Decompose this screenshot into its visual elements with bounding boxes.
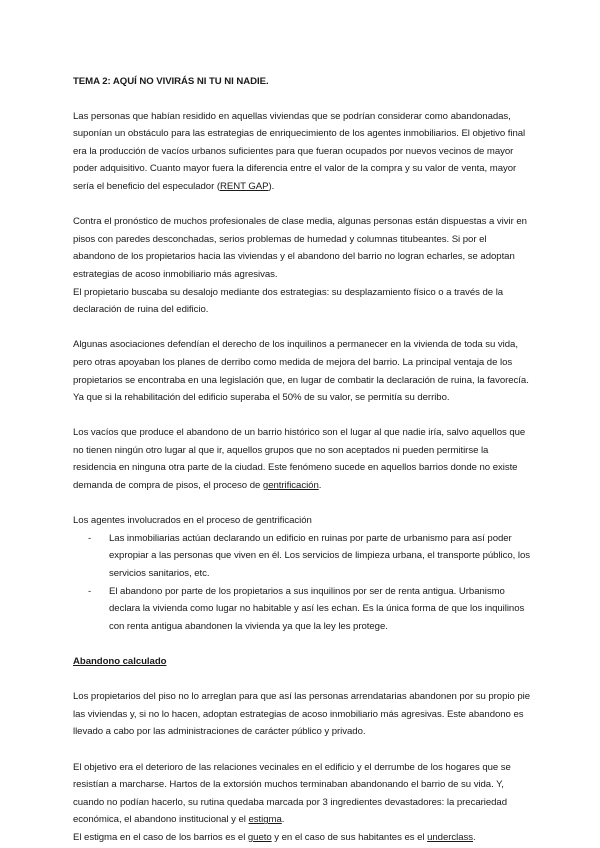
paragraph-text: El objetivo era el deterioro de las relaciones vecinales en el edificio y el derrumbe de los hogares que se resistían a marcharse. Hartos de la extorsión muchos terminaban abandonando el barrio de su vida. Y, cuando no podían hacerlo, su rutina quedaba marcada por 3 ingredientes devastadores: la precariedad económica, el abandono institucional y el <box>73 761 511 826</box>
list-item <box>73 530 531 583</box>
term-estigma: estigma <box>248 814 282 826</box>
paragraph-spacer <box>73 407 531 425</box>
list-dash: - <box>88 532 92 544</box>
paragraph-text-end: . <box>473 831 476 843</box>
paragraph-vacios <box>73 424 531 494</box>
paragraph-spacer <box>73 495 531 513</box>
paragraph-acoso: Contra el pronóstico de muchos profesionales de clase media, algunas personas están dispuestas a vivir en pisos con paredes desconchadas, serios problemas de humedad y columnas titubeantes. Si por el abandono de los propietarios hacia las viviendas y el abandono del barrio no logran echarles, se adoptan estrategias de acoso inmobiliario más agresivas. <box>73 216 527 280</box>
paragraph-text-end: . <box>318 480 322 492</box>
term-gueto: gueto <box>247 831 272 843</box>
document-title: TEMA 2: AQUÍ NO VIVIRÁS NI TU NI NADIE. <box>73 76 269 87</box>
paragraph-spacer <box>73 635 531 653</box>
paragraph-spacer <box>73 671 531 689</box>
paragraph-text: Los vacíos que produce el abandono de un barrio histórico son el lugar al que nadie iría, salvo aquellos que no tienen ningún otro lugar al que ir, aquellos grupos que no son aceptados ni pueden permitirse la residencia en ninguna otra parte de la ciudad. Este fenómeno sucede en aquellos barrios donde no existe demanda de compra de pisos, el proceso de <box>73 427 526 492</box>
list-item-text: Las inmobiliarias actúan declarando un edificio en ruinas por parte de urbanismo para así poder expropiar a las personas que viven en él. Los servicios de limpieza urbana, el transporte público, los servicios sanitarios, etc. <box>109 532 530 580</box>
paragraph-spacer <box>73 741 531 759</box>
paragraph-spacer <box>73 319 531 337</box>
paragraph-text-end: . <box>281 814 285 826</box>
term-underclass: underclass <box>427 831 473 843</box>
term-rent-gap: RENT GAP <box>220 180 269 192</box>
paragraph-text-mid: y en el caso de sus habitantes es el <box>271 831 428 843</box>
list-item <box>73 583 531 636</box>
list-item-text: El abandono por parte de los propietarios a sus inquilinos por ser de renta antigua. Urbanismo declara la vivienda como lugar no habitable y así les echan. Es la única forma de que los inquilinos con renta antigua abandonen la vivienda ya que la ley les protege. <box>109 585 525 632</box>
paragraph-desalojo: El propietario buscaba su desalojo mediante dos estrategias: su desplazamiento físico o a través de la declaración de ruina del edificio. <box>73 286 504 316</box>
paragraph-estigma <box>73 829 531 847</box>
paragraph-asociaciones: Algunas asociaciones defendían el derecho de los inquilinos a permanecer en la vivienda de toda su vida, pero otras apoyaban los planes de derribo como medida de mejora del barrio. La principal ventaja de los propietarios se encontraba en una legislación que, en lugar de combatir la declaración de ruina, la favorecía. Ya que si la rehabilitación del edificio superaba el 50% de su valor, se permitía su derribo. <box>73 339 529 404</box>
term-gentrificacion: gentrificación <box>262 480 319 492</box>
list-dash: - <box>88 585 92 597</box>
paragraph-objetivo <box>73 759 531 829</box>
list-intro: Los agentes involucrados en el proceso de gentrificación <box>73 515 312 527</box>
paragraph-rent-gap <box>73 108 531 196</box>
document-body <box>73 73 531 847</box>
agents-list <box>73 530 531 636</box>
section-heading: Abandono calculado <box>73 656 167 667</box>
paragraph-text-end: ). <box>268 180 275 192</box>
paragraph-text: Las personas que habían residido en aquellas viviendas que se podrían considerar como abandonadas, suponían un obstáculo para las estrategias de enriquecimiento de los agentes inmobiliarios. El objetivo final era la producción de vacíos urbanos suficientes para que fueran ocupados por nuevos vecinos de mayor poder adquisitivo. Cuanto mayor fuera la diferencia entre el valor de la compra y su valor de venta, mayor sería el beneficio del especulador ( <box>73 110 526 192</box>
paragraph-text: El estigma en el caso de los barrios es el <box>73 831 248 843</box>
paragraph-propietarios: Los propietarios del piso no lo arreglan para que así las personas arrendatarias abandonen por su propio pie las viviendas y, si no lo hacen, adoptan estrategias de acoso inmobiliario más agresivas. Este abandono es llevado a cabo por las administraciones de carácter público y privado. <box>73 691 531 738</box>
paragraph-spacer <box>73 196 531 214</box>
